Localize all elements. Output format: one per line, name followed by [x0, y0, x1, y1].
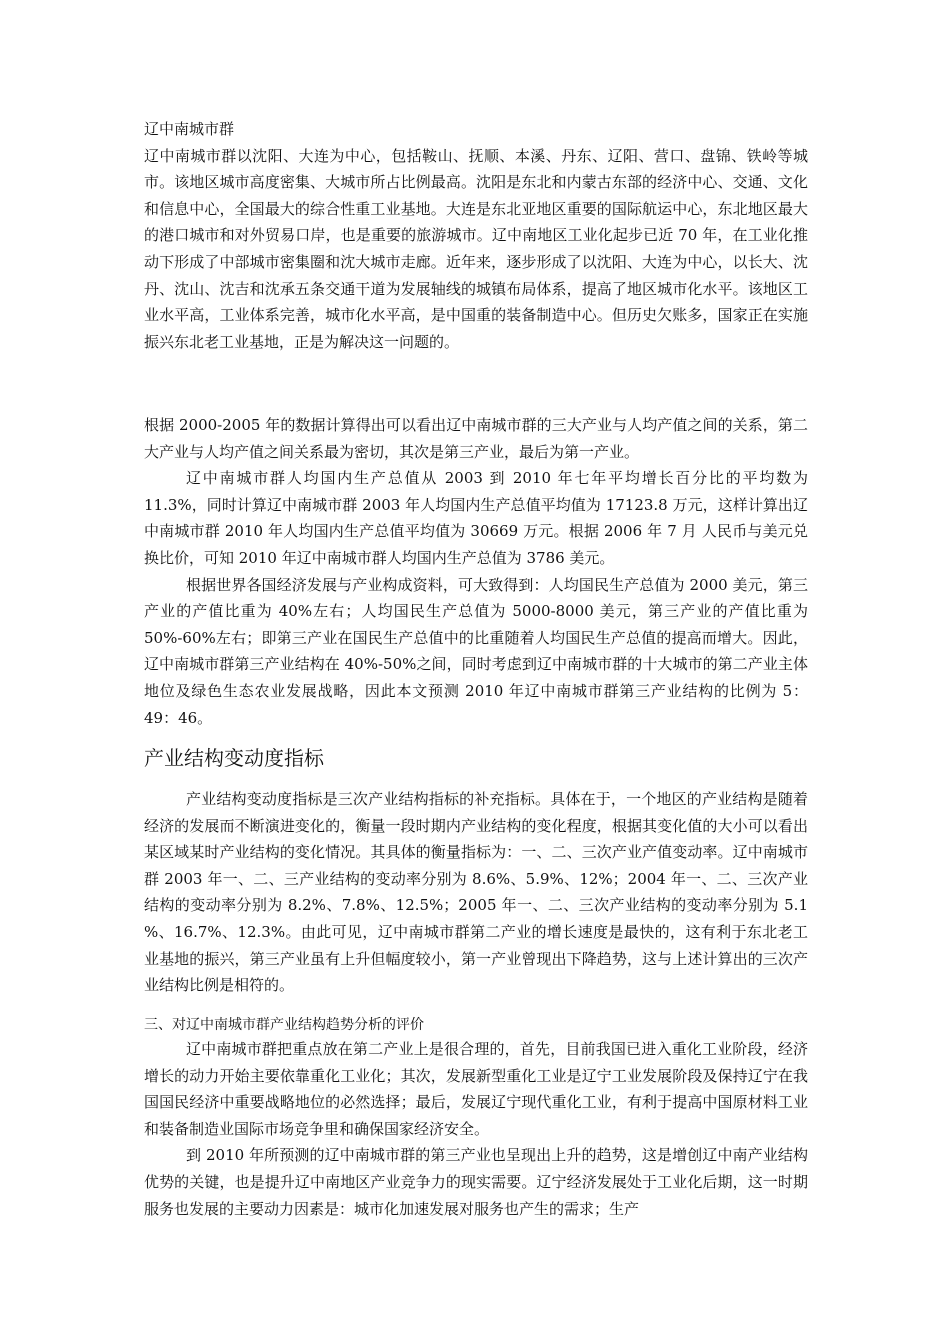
- section-heading: 产业结构变动度指标: [144, 746, 324, 770]
- section-structure-change: [144, 744, 808, 999]
- paragraph: 到 2010 年所预测的辽中南城市群的第三产业也呈现出上升的趋势，这是增创辽中南产业结构优势的关键，也是提升辽中南地区产业竞争力的现实需要。辽宁经济发展处于工业化后期，这一时期服务也发展的主要动力因素是：城市化加速发展对服务也产生的需求；生产: [144, 1146, 808, 1218]
- paragraph: 根据 2000-2005 年的数据计算得出可以看出辽中南城市群的三大产业与人均产值之间的关系，第二大产业与人均产值之间关系最为密切，其次是第三产业，最后为第一产业。: [144, 416, 808, 461]
- paragraph: 辽中南城市群以沈阳、大连为中心，包括鞍山、抚顺、本溪、丹东、辽阳、营口、盘锦、铁岭等城市。该地区城市高度密集、大城市所占比例最高。沈阳是东北和内蒙古东部的经济中心、交通、文化和信息中心，全国最大的综合性重工业基地。大连是东北亚地区重要的国际航运中心，东北地区最大的港口城市和对外贸易口岸，也是重要的旅游城市。辽中南地区工业化起步已近 70 年，在工业化推动下形成了中部城市密集圈和沈大城市走廊。近年来，逐步形成了以沈阳、大连为中心，以长大、沈丹、沈山、沈吉和沈承五条交通干道为发展轴线的城镇布局体系，提高了地区城市化水平。该地区工业水平高，工业体系完善，城市化水平高，是中国重的装备制造中心。但历史欠账多，国家正在实施振兴东北老工业基地，正是为解决这一问题的。: [144, 146, 808, 351]
- paragraph: 辽中南城市群把重点放在第二产业上是很合理的，首先，目前我国已进入重化工业阶段，经济增长的动力开始主要依靠重化工业化；其次，发展新型重化工业是辽宁工业发展阶段及保持辽宁在我国国民经济中重要战略地位的必然选择；最后，发展辽宁现代重化工业，有利于提高中国原材料工业和装备制造业国际市场竞争里和确保国家经济安全。: [144, 1040, 808, 1138]
- paragraph: 辽中南城市群人均国内生产总值从 2003 到 2010 年七年平均增长百分比的平均数为 11.3%，同时计算辽中南城市群 2003 年人均国内生产总值平均值为 17123.8 万元，这样计算出辽中南城市群 2010 年人均国内生产总值平均值为 30669 万元。根据 2006 年 7 月 人民币与美元兑换比价，可知 2010 年辽中南城市群人均国内生产总值为 3786 美元。: [144, 469, 808, 567]
- section-gdp-analysis: [144, 412, 808, 731]
- paragraph: 根据世界各国经济发展与产业构成资料，可大致得到：人均国民生产总值为 2000 美元，第三产业的产值比重为 40%左右；人均国民生产总值为 5000-8000 美元，第三产业的产值比重为 50%-60%左右；即第三产业在国民生产总值中的比重随着人均国民生产总值的提高而增大。因此，辽中南城市群第三产业结构在 40%-50%之间，同时考虑到辽中南城市群的十大城市的第二产业主体地位及绿色生态农业发展战略，因此本文预测 2010 年辽中南城市群第三产业结构的比例为 5：49：46。: [144, 575, 808, 727]
- section-liaozhongnan-intro: [144, 116, 808, 355]
- section-heading: 三、对辽中南城市群产业结构趋势分析的评价: [144, 1017, 424, 1033]
- section-title: 辽中南城市群: [144, 120, 235, 138]
- section-evaluation: [144, 1014, 808, 1222]
- paragraph: 产业结构变动度指标是三次产业结构指标的补充指标。具体在于，一个地区的产业结构是随着经济的发展而不断演进变化的，衡量一段时期内产业结构的变化程度，根据其变化值的大小可以看出某区域某时产业结构的变化情况。其具体的衡量指标为：一、二、三次产业产值变动率。辽中南城市群 2003 年一、二、三产业结构的变动率分别为 8.6%、5.9%、12%；2004 年一、二、三次产业结构的变动率分别为 8.2%、7.8%、12.5%；2005 年一、二、三次产业结构的变动率分别为 5.1 %、16.7%、12.3%。由此可见，辽中南城市群第二产业的增长速度是最快的，这有利于东北老工业基地的振兴，第三产业虽有上升但幅度较小，第一产业曾现出下降趋势，这与上述计算出的三次产业结构比例是相符的。: [144, 790, 808, 995]
